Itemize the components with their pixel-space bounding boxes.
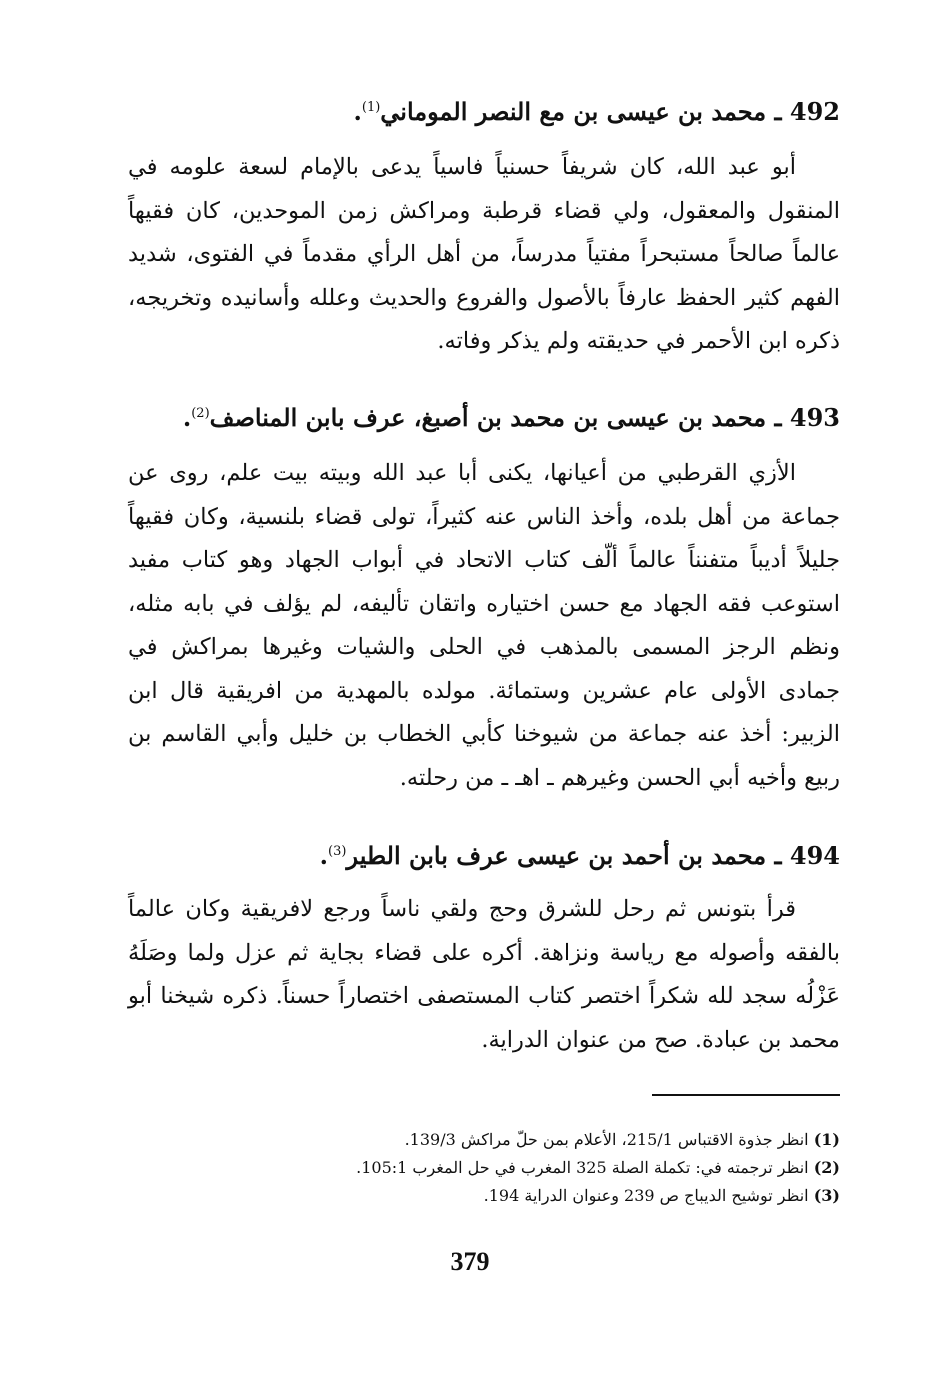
- footnote-1: [300, 1126, 840, 1154]
- footnote-3: [300, 1182, 840, 1210]
- entry-title-493: [128, 398, 840, 438]
- footnote-text: انظر توشيح الديباج ص 239 وعنوان الدراية 194.: [483, 1186, 809, 1205]
- footnote-ref: (2): [191, 406, 210, 421]
- footnote-ref: (1): [361, 100, 381, 115]
- footnote-ref: (3): [328, 844, 347, 859]
- entry-title-end: .: [319, 841, 329, 870]
- entry-body-494: [128, 888, 840, 1062]
- entry-title-492: [128, 92, 840, 132]
- entry-paragraph: الأزي القرطبي من أعيانها، يكنى أبا عبد الله وبيته بيت علم، روى عن جماعة من أهل بلده، وأخذ الناس عنه كثيراً، تولى قضاء بلنسية، وكان فقيهاً جليلاً أديباً متفنناً عالماً ألّف كتاب الاتحاد في أبواب الجهاد وهو كتاب مفيد استوعب فقه الجهاد مع حسن اختياره واتقان تأليفه، لم يؤلف في بابه مثله، ونظم الرجز المسمى بالمذهب في الحلى والشيات وغيرها بمراكش في جمادى الأولى عام عشرين وستمائة. مولده بالمهدية من افريقية قال ابن الزبير: أخذ عنه جماعة من شيوخنا كأبي الخطاب بن خليل وأبي القاسم بن ربيع وأخيه أبي الحسن وغيرهم ـ اهـ ـ من رحلته.: [128, 460, 840, 791]
- entry-body-493: [128, 452, 840, 800]
- footnote-2: [300, 1154, 840, 1182]
- entry-paragraph: أبو عبد الله، كان شريفاً حسنياً فاسياً يدعى بالإمام لسعة علومه في المنقول والمعقول، ولي قضاء قرطبة ومراكش زمن الموحدين، كان فقيهاً عالماً صالحاً مستبحراً مفتياً مدرساً، من أهل الرأي مقدماً في الفتوى، شديد الفهم كثير الحفظ عارفاً بالأصول والفروع والحديث وعلله وأسانيده وتخريجه، ذكره ابن الأحمر في حديقته ولم يذكر وفاته.: [128, 154, 840, 354]
- footnote-number: (3): [813, 1186, 840, 1205]
- footnote-number: (1): [813, 1130, 840, 1149]
- footnote-number: (2): [813, 1158, 840, 1177]
- entry-title-text: 492 ـ محمد بن عيسى بن مع النصر الموماني: [380, 97, 840, 126]
- entry-title-text: 493 ـ محمد بن عيسى بن محمد بن أصبغ، عرف بابن المناصف: [209, 403, 840, 432]
- entry-title-text: 494 ـ محمد بن أحمد بن عيسى عرف بابن الطير: [346, 841, 840, 870]
- entry-title-494: [128, 836, 840, 876]
- entry-paragraph: قرأ بتونس ثم رحل للشرق وحج ولقي ناساً ورجع لافريقية وكان عالماً بالفقه وأصوله مع رياسة ونزاهة. أكره على قضاء بجاية ثم عزل ولما وصَلَهُ عَزْلُه سجد لله شكراً اختصر كتاب المستصفى اختصاراً حسناً. ذكره شيخنا أبو محمد بن عبادة. صح من عنوان الدراية.: [128, 896, 840, 1053]
- footnote-separator: [652, 1094, 840, 1096]
- footnotes: [300, 1126, 840, 1210]
- entry-title-end: .: [182, 403, 192, 432]
- footnote-text: انظر جذوة الاقتباس 215/1، الأعلام بمن حلّ مراكش 139/3.: [404, 1130, 809, 1149]
- page-number: 379: [450, 1247, 490, 1276]
- footnote-text: انظر ترجمته في: تكملة الصلة 325 المغرب في حل المغرب 105:1.: [356, 1158, 809, 1177]
- entry-body-492: [128, 146, 840, 364]
- entry-title-end: .: [353, 97, 362, 126]
